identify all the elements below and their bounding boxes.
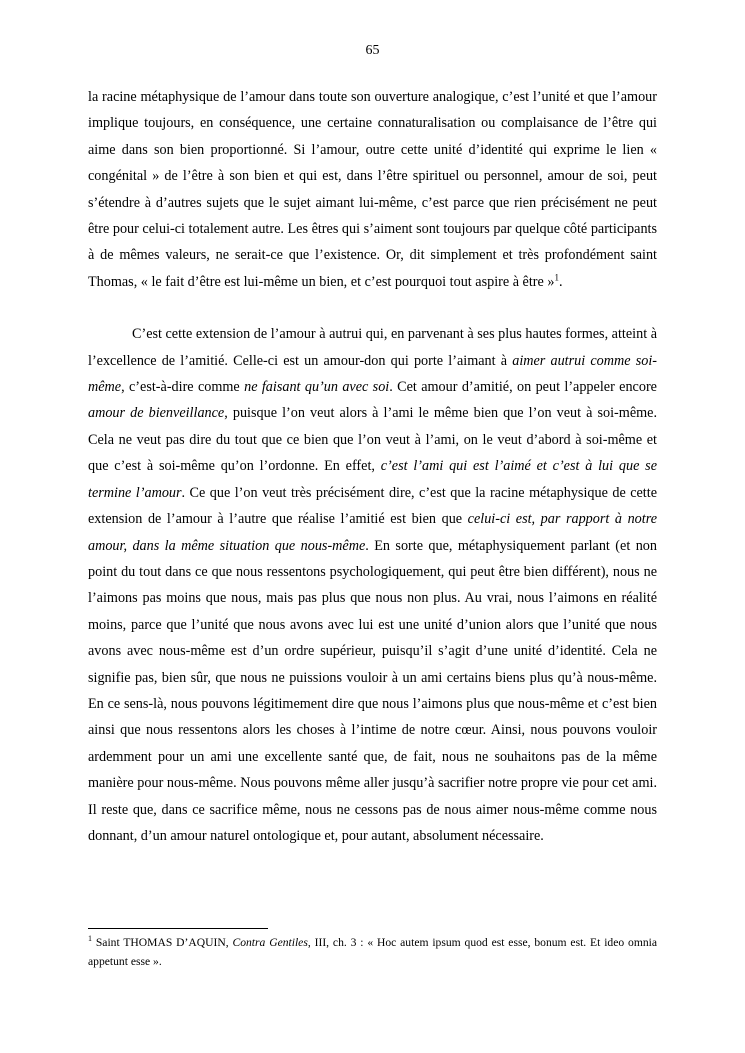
footnote-number: 1 [88, 934, 92, 944]
paragraph-2-text: , c’est-à-dire comme [121, 379, 245, 396]
paragraph-1-text: la racine métaphysique de l’amour dans toute son ouverture analogique, c’est l’unité et que l’amour implique toujours, en conséquence, une certaine connaturalisation ou complaisance de l’être qui aime dans son bien proportionné. Si l’amour, outre cette unité d’identité qui exprime le lien « congénital » de l’être à son bien et qui est, dans l’être spirituel ou personnel, amour de soi, peut s’étendre à d’autres sujets que le sujet aimant lui-même, c’est parce que rien précisément ne peut être pour celui-ci totalement autre. Les êtres qui s’aiment sont toujours par quelque côté participants à de mêmes valeurs, ne serait-ce que l’existence. Or, dit simplement et très profondément saint Thomas, « le fait d’être est lui-même un bien, et c’est pourquoi tout aspire à être » [88, 89, 657, 290]
main-text [88, 84, 657, 849]
footnote [88, 933, 657, 971]
footnote-reference: 1 [554, 272, 559, 283]
italic-phrase: c’est l’ami qui est l’aimé et c’est à lui que se termine l’amour [88, 458, 657, 501]
footnote-author: Saint THOMAS D’AQUIN, [92, 936, 233, 949]
footnote-divider [88, 928, 268, 929]
italic-phrase: aimer autrui comme soi-même [88, 352, 658, 396]
italic-phrase: celui-ci est, par rapport à notre amour, dans la même situation que nous-même [88, 511, 657, 554]
paragraph-2-text: C’est cette extension de l’amour à autrui qui, en parvenant à ses plus hautes formes, atteint à l’excellence de l’amitié. Celle-ci est un amour-don qui porte l’aimant à [88, 326, 657, 369]
paragraph-1-end: . [558, 273, 563, 290]
page-number: 65 [365, 43, 380, 58]
footnote-title: Contra Gentiles [232, 936, 308, 949]
paragraph-2-text: , puisque l’on veut alors à l’ami le même bien que l’on veut à soi-même. Cela ne veut pas dire du tout que ce bien que l’on veut à l’ami, on le veut d’abord à soi-même et que c’est à soi-même qu’on l’ordonne. En effet, [88, 405, 657, 475]
paragraph-2 [88, 321, 657, 849]
paragraph-2-text: . En sorte que, métaphysiquement parlant (et non point du tout dans ce que nous ressentons psychologiquement, qui peut être bien différent), nous ne l’aimons pas moins que nous, mais pas plus que nous non plus. Au vrai, nous l’aimons en réalité moins, parce que l’unité que nous avons avec lui est une unité d’union alors que l’unité que nous avons avec nous-même est d’un ordre supérieur, puisqu’il s’agit d’une unité d’identité. Cela ne signifie pas, bien sûr, que nous ne puissions vouloir à un ami certains biens plus qu’à nous-même. En ce sens-là, nous pouvons légitimement dire que nous l’aimons plus que nous-même et c’est bien ainsi que nous ressentons alors les choses à l’intime de notre cœur. Ainsi, nous pouvons vouloir ardemment pour un ami une excellente santé que, de fait, nous ne souhaitons pas de la même manière pour nous-même. Nous pouvons même aller jusqu’à sacrifier notre propre vie pour cet ami. Il reste que, dans ce sacrifice même, nous ne cessons pas de nous aimer nous-même comme nous donnant, d’un amour naturel ontologique et, pour autant, absolument nécessaire. [88, 537, 657, 844]
paragraph-1 [88, 84, 657, 295]
footnote-text: , III, ch. 3 : « Hoc autem ipsum quod est esse, bonum est. Et ideo omnia appetunt esse ». [88, 936, 657, 968]
paragraph-2-text: . Ce que l’on veut très précisément dire, c’est que la racine métaphysique de cette extension de l’amour à l’autre que réalise l’amitié est bien que [88, 484, 657, 528]
paragraph-2-text: . Cet amour d’amitié, on peut l’appeler encore [389, 379, 657, 396]
italic-phrase: amour de bienveillance [88, 405, 225, 422]
italic-phrase: ne faisant qu’un avec soi [244, 379, 390, 396]
